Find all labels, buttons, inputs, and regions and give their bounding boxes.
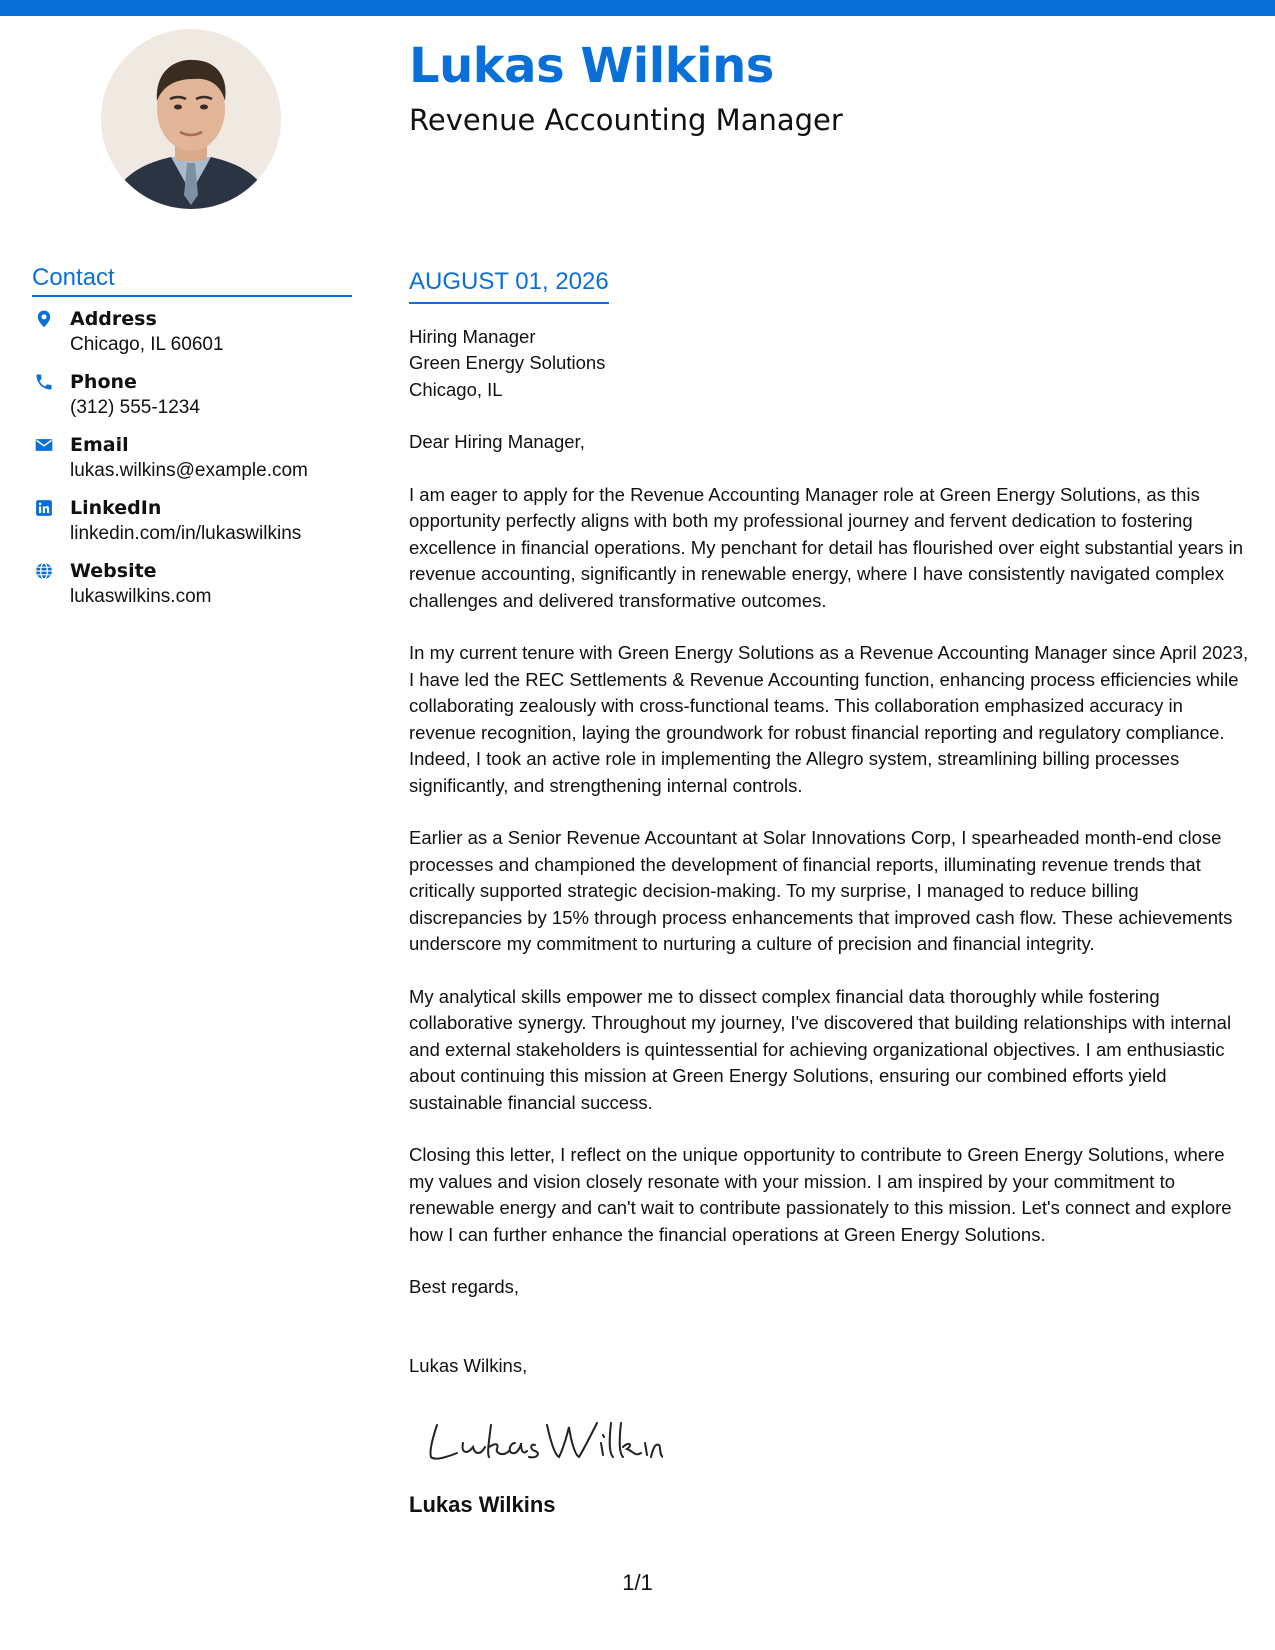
- contact-label: Address: [70, 307, 157, 330]
- top-accent-bar: [0, 0, 1275, 16]
- phone-icon: [34, 372, 54, 392]
- map-pin-icon: [34, 309, 54, 329]
- letter-paragraph: Closing this letter, I reflect on the unique opportunity to contribute to Green Energy Solutions, where my values and vision closely resonate with your mission. I am inspired by your commitment to renewable energy and can't wait to contribute passionately to this mission. Let's connect and explore how I can further enhance the financial operations at Green Energy Solutions.: [409, 1144, 1232, 1245]
- contact-item-linkedin: [32, 496, 352, 559]
- contact-value: lukaswilkins.com: [70, 585, 212, 607]
- contact-item-email: [32, 433, 352, 496]
- closing: Best regards,: [409, 1276, 520, 1298]
- contact-value: linkedin.com/in/lukaswilkins: [70, 522, 302, 544]
- linkedin-icon: [34, 498, 54, 518]
- job-title: Revenue Accounting Manager: [409, 103, 843, 137]
- contact-item-phone: [32, 370, 352, 433]
- contact-label: LinkedIn: [70, 496, 162, 519]
- contact-label: Email: [70, 433, 129, 456]
- contact-value: lukas.wilkins@example.com: [70, 459, 308, 481]
- printed-name: Lukas Wilkins: [409, 1492, 556, 1518]
- envelope-icon: [34, 435, 54, 455]
- contact-list: [32, 307, 352, 622]
- candidate-name: Lukas Wilkins: [409, 38, 774, 94]
- letter-paragraph: My analytical skills empower me to dissect complex financial data thoroughly while fostering collaborative synergy. Throughout my journey, I've discovered that building relationships with internal and external stakeholders is quintessential for achieving organizational objectives. I am enthusiastic about continuing this mission at Green Energy Solutions, ensuring our combined efforts yield sustainable financial success.: [409, 985, 1232, 1113]
- letter-paragraph: In my current tenure with Green Energy Solutions as a Revenue Accounting Manager since April 2023, I have led the REC Settlements & Revenue Accounting function, enhancing process efficiencies while collaborating zealously with cross-functional teams. This collaboration emphasized accuracy in revenue recognition, laying the groundwork for robust financial reporting and regulatory compliance. Indeed, I took an active role in implementing the Allegro system, streamlining billing processes significantly, and strengthening internal controls.: [409, 642, 1249, 796]
- sign-off-name: Lukas Wilkins,: [409, 1354, 528, 1376]
- signature-image: [423, 1413, 663, 1469]
- page-number: 1/1: [622, 1570, 653, 1595]
- salutation: Dear Hiring Manager,: [409, 431, 585, 453]
- contact-item-address: [32, 307, 352, 370]
- contact-value: Chicago, IL 60601: [70, 333, 224, 355]
- recipient-line: Hiring Manager: [409, 325, 536, 347]
- contact-heading: Contact: [32, 264, 352, 297]
- contact-value: (312) 555-1234: [70, 396, 200, 418]
- recipient-line: Chicago, IL: [409, 378, 503, 400]
- globe-icon: [34, 561, 54, 581]
- contact-sidebar: [32, 264, 352, 622]
- letter-body: [409, 268, 1254, 1519]
- letter-paragraph: Earlier as a Senior Revenue Accountant at Solar Innovations Corp, I spearheaded month-end close processes and championed the development of financial reports, illuminating revenue trends that critically supported strategic decision-making. To my surprise, I managed to reduce billing discrepancies by 15% through process enhancements that improved cash flow. These achievements underscore my commitment to nurturing a culture of precision and financial integrity.: [409, 827, 1233, 955]
- letter-paragraph: I am eager to apply for the Revenue Accounting Manager role at Green Energy Solutions, as this opportunity perfectly aligns with both my professional journey and fervent dedication to fostering excellence in financial operations. My penchant for detail has flourished over eight substantial years in revenue accounting, significantly in renewable energy, where I have consistently navigated complex challenges and delivered transformative outcomes.: [409, 483, 1244, 611]
- contact-label: Website: [70, 559, 157, 582]
- letter-date: AUGUST 01, 2026: [409, 268, 609, 304]
- contact-label: Phone: [70, 370, 137, 393]
- recipient-line: Green Energy Solutions: [409, 352, 606, 374]
- profile-photo-illustration: [101, 29, 281, 209]
- profile-photo: [101, 29, 281, 209]
- contact-item-website: [32, 559, 352, 622]
- recipient-block: [409, 324, 1254, 404]
- handwritten-signature: [423, 1413, 1254, 1469]
